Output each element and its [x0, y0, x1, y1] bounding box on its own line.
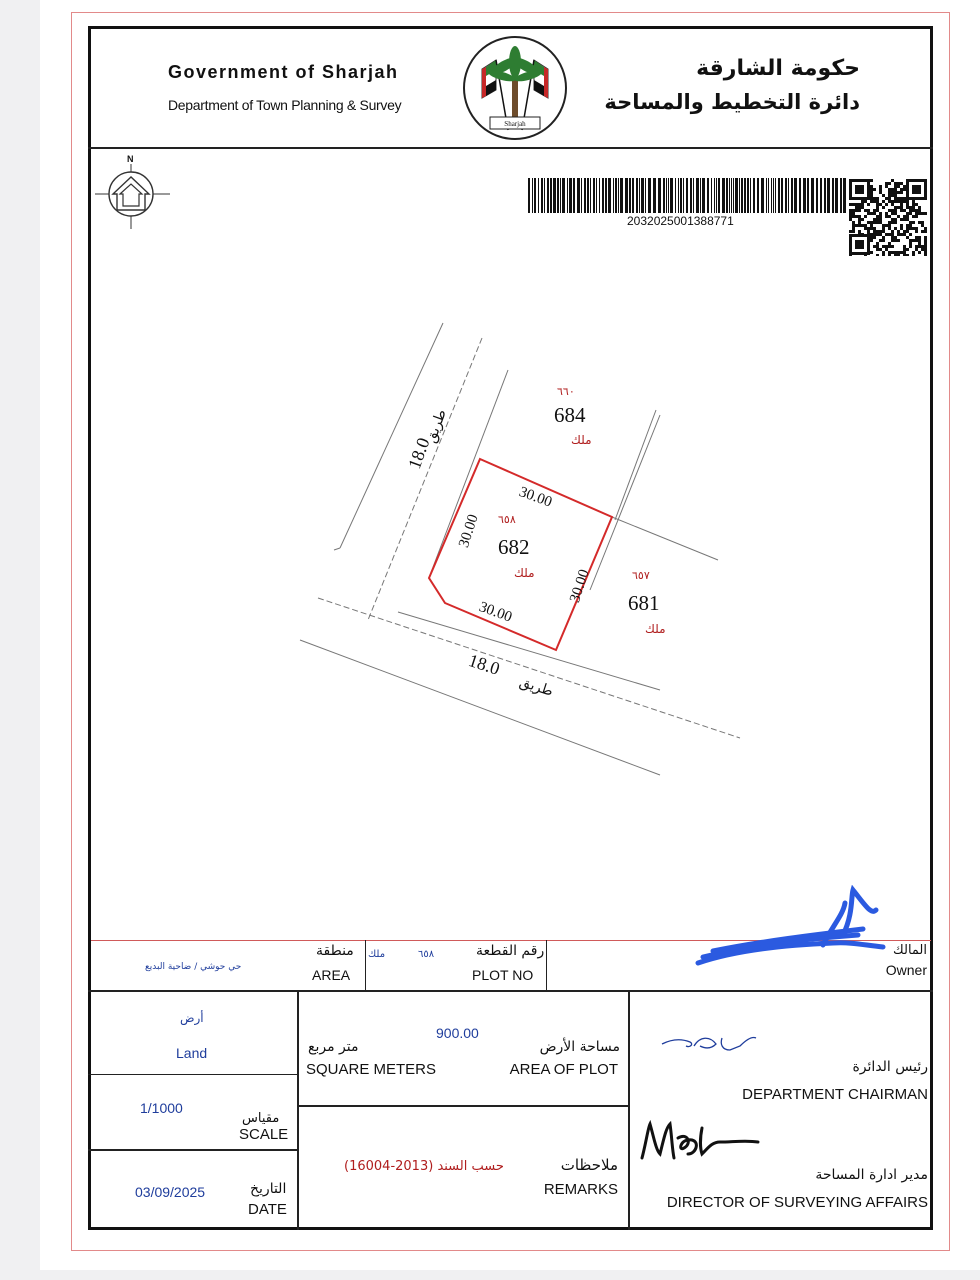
- director-label-ar: مدير ادارة المساحة: [815, 1167, 928, 1183]
- land-type-ar: أرض: [180, 1011, 204, 1025]
- table-vline-plotno: [546, 940, 547, 990]
- road-width-west: 18.0: [404, 435, 434, 472]
- barcode-number: 2032025001388771: [627, 214, 734, 228]
- neighbor-684-number-ar: ٦٦٠: [557, 385, 575, 398]
- sharjah-emblem: [460, 34, 570, 144]
- owner-label-ar: المالك: [893, 943, 927, 958]
- chairman-label-ar: رئيس الدائرة: [852, 1059, 928, 1075]
- gov-title-en: Government of Sharjah: [168, 62, 399, 82]
- remarks-label-ar: ملاحظات: [560, 1156, 618, 1174]
- header-divider: [88, 147, 933, 149]
- area-of-plot-value: 900.00: [436, 1025, 479, 1041]
- area-label-ar: منطقة: [316, 943, 354, 959]
- neighbor-684-number: 684: [554, 403, 586, 427]
- road-centerline-south: [318, 598, 740, 738]
- table-row1-line: [88, 990, 933, 992]
- date-label-ar: التاريخ: [250, 1181, 287, 1197]
- chairman-label-en: DEPARTMENT CHAIRMAN: [742, 1086, 928, 1103]
- plot-no-label-en: PLOT NO: [472, 967, 534, 983]
- scale-label-ar: مقياس: [242, 1111, 280, 1126]
- plot-number-ar: ٦٥٨: [498, 513, 516, 526]
- neighbor-681-number: 681: [628, 591, 660, 615]
- road-width-south: 18.0: [466, 650, 503, 679]
- remarks-value: حسب السند (2013-16004): [344, 1159, 504, 1174]
- plot-side-south: 30.00: [476, 599, 515, 626]
- plot-owner-type: ملك: [514, 566, 535, 580]
- director-label-en: DIRECTOR OF SURVEYING AFFAIRS: [666, 1194, 928, 1211]
- plot-no-value: ٦٥٨: [418, 949, 435, 960]
- road-label-south-ar: طريق: [517, 674, 556, 700]
- remarks-label-en: REMARKS: [543, 1181, 618, 1198]
- table-vline-left: [297, 990, 299, 1230]
- date-value: 03/09/2025: [135, 1184, 206, 1200]
- north-arrow-icon: [95, 164, 170, 229]
- area-of-plot-label-en: AREA OF PLOT: [509, 1061, 618, 1078]
- plot-number: 682: [498, 535, 530, 559]
- barcode: [528, 178, 846, 213]
- plot-side-west: 30.00: [456, 512, 482, 550]
- owner-redaction: [693, 885, 893, 970]
- date-label-en: DATE: [248, 1201, 287, 1218]
- table-vline-right: [628, 990, 630, 1230]
- dept-title-en: Department of Town Planning & Survey: [168, 97, 402, 113]
- north-label: N: [127, 154, 134, 164]
- neighbor-681-type: ملك: [645, 622, 666, 636]
- table-mid-line: [298, 1105, 630, 1107]
- table-left-line-1: [88, 1074, 298, 1075]
- director-signature: [636, 1118, 766, 1168]
- plot-side-east: 30.00: [567, 567, 593, 605]
- qr-code: [848, 178, 928, 256]
- svg-text:Sharjah: Sharjah: [504, 120, 526, 128]
- neighbor-681-number-ar: ٦٥٧: [632, 569, 650, 582]
- scale-value: 1/1000: [140, 1100, 183, 1116]
- lot-line-684-east: [615, 410, 656, 520]
- area-value: حي حوشي / ضاحية البديع: [145, 962, 242, 972]
- area-of-plot-label-ar: مساحة الأرض: [539, 1039, 620, 1055]
- gov-title-ar: حكومة الشارقة: [696, 56, 860, 81]
- scale-label-en: SCALE: [239, 1126, 289, 1143]
- neighbor-684-type: ملك: [571, 433, 592, 447]
- chairman-signature: [660, 1030, 760, 1058]
- lot-line-681-north: [612, 517, 718, 560]
- area-label-en: AREA: [312, 967, 351, 983]
- plot-no-value-tag: ملك: [368, 949, 386, 960]
- road-label-west-ar: طريق: [423, 407, 450, 446]
- land-type-en: Land: [176, 1045, 208, 1061]
- sqm-label-en: SQUARE METERS: [306, 1061, 437, 1078]
- plot-side-north: 30.00: [516, 484, 555, 511]
- plot-no-label-ar: رقم القطعة: [476, 943, 545, 959]
- owner-label-en: Owner: [885, 962, 927, 978]
- table-vline-area: [365, 940, 366, 990]
- table-left-line-2: [88, 1149, 298, 1151]
- road-centerline-west: [368, 338, 482, 620]
- sqm-label-ar: متر مربع: [308, 1039, 359, 1055]
- dept-title-ar: دائرة التخطيط والمساحة: [604, 90, 860, 114]
